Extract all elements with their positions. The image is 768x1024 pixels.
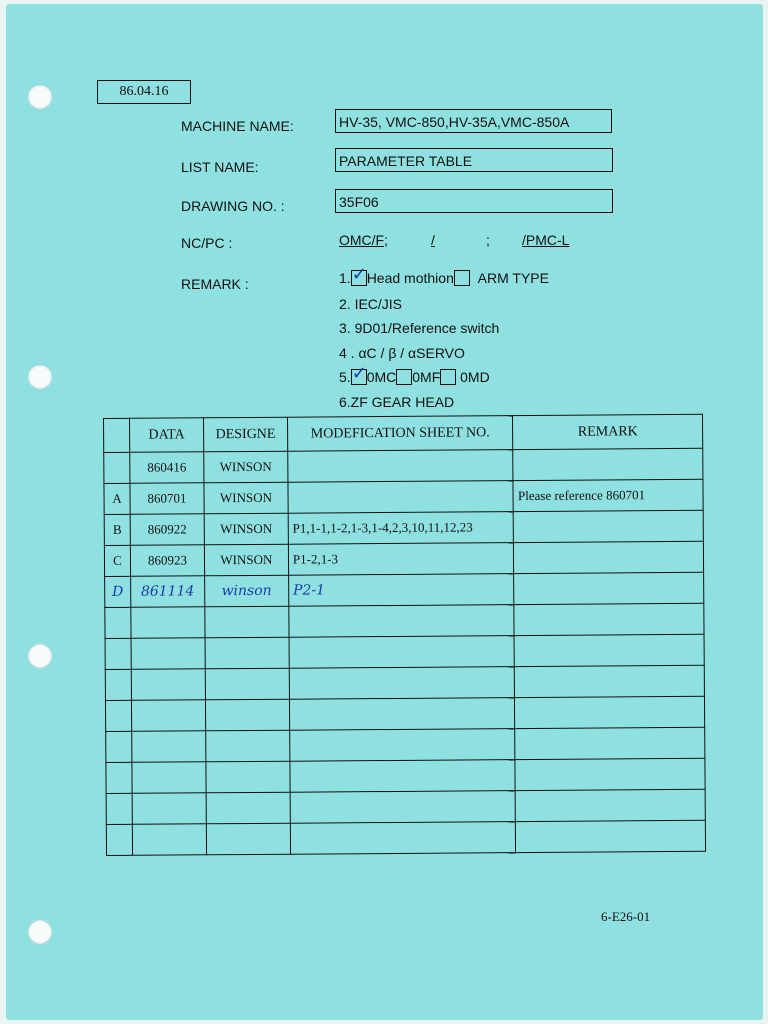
col-header-data: DATA bbox=[129, 418, 203, 453]
arm-type-text: ARM TYPE bbox=[477, 270, 549, 286]
punch-hole bbox=[28, 85, 52, 109]
remark-label: REMARK : bbox=[181, 276, 249, 292]
row-modification bbox=[290, 822, 516, 855]
row-index bbox=[104, 452, 130, 483]
table-row bbox=[105, 634, 704, 669]
remark-5 bbox=[339, 363, 490, 385]
row-remark bbox=[516, 820, 706, 852]
row-modification: P1-2,1-3 bbox=[288, 543, 514, 576]
table-row bbox=[105, 696, 704, 731]
remark-4: 4 . αC / β / αSERVO bbox=[339, 345, 465, 361]
row-modification bbox=[288, 450, 514, 483]
row-data bbox=[132, 731, 206, 763]
row-modification bbox=[290, 760, 516, 793]
row-remark bbox=[514, 634, 704, 666]
table-row bbox=[106, 820, 705, 855]
row-designer: WINSON bbox=[204, 482, 288, 514]
punch-hole bbox=[28, 920, 52, 944]
row-modification bbox=[290, 791, 516, 824]
row-index bbox=[105, 638, 131, 669]
drawing-no-value: 35F06 bbox=[335, 189, 613, 213]
row-modification bbox=[288, 481, 514, 514]
row-data: 860922 bbox=[130, 514, 204, 546]
row-designer bbox=[205, 637, 289, 669]
punch-hole bbox=[28, 365, 52, 389]
row-designer: winson bbox=[205, 575, 289, 607]
machine-name-value: HV-35, VMC-850,HV-35A,VMC-850A bbox=[335, 109, 612, 133]
col-header-remark: REMARK bbox=[513, 414, 703, 449]
row-remark bbox=[514, 603, 704, 635]
row-remark bbox=[513, 448, 703, 480]
row-index: B bbox=[104, 514, 130, 545]
arm-type-checkbox[interactable] bbox=[454, 270, 470, 286]
row-data bbox=[131, 669, 205, 701]
0md-checkbox[interactable] bbox=[440, 369, 456, 385]
table-row bbox=[106, 789, 705, 824]
table-header-row bbox=[104, 414, 703, 452]
table-row bbox=[106, 727, 705, 762]
row-index bbox=[105, 700, 131, 731]
row-index bbox=[106, 731, 132, 762]
row-remark bbox=[514, 572, 704, 604]
row-data bbox=[132, 762, 206, 794]
remark-2: 2. IEC/JIS bbox=[339, 296, 403, 312]
row-remark bbox=[514, 541, 704, 573]
date-box: 86.04.16 bbox=[97, 80, 191, 104]
ncpc-blank-1: / bbox=[431, 232, 435, 248]
ncpc-blank-2: ; bbox=[486, 232, 490, 248]
remark-1-prefix: 1. bbox=[339, 270, 351, 286]
checkmark-icon: ✓ bbox=[351, 363, 367, 384]
punch-hole bbox=[28, 644, 52, 668]
row-modification: P2-1 bbox=[288, 574, 514, 607]
row-designer: WINSON bbox=[204, 544, 288, 576]
row-index bbox=[105, 669, 131, 700]
row-remark: Please reference 860701 bbox=[513, 479, 703, 511]
row-data bbox=[131, 700, 205, 732]
checkmark-icon: ✓ bbox=[351, 264, 367, 285]
row-designer: WINSON bbox=[204, 513, 288, 545]
row-remark bbox=[515, 758, 705, 790]
0md-text: 0MD bbox=[460, 369, 490, 385]
remark-6: 6.ZF GEAR HEAD bbox=[339, 394, 455, 410]
row-remark bbox=[514, 510, 704, 542]
row-designer bbox=[206, 823, 290, 855]
row-modification: P1,1-1,1-2,1-3,1-4,2,3,10,11,12,23 bbox=[288, 512, 514, 545]
row-designer bbox=[205, 699, 289, 731]
row-designer: WINSON bbox=[204, 451, 288, 483]
row-index bbox=[106, 824, 132, 855]
row-index: C bbox=[104, 545, 130, 576]
ncpc-pmc: /PMC-L bbox=[522, 232, 570, 248]
table-row bbox=[104, 510, 703, 545]
head-motion-text: Head mothion bbox=[366, 270, 454, 286]
row-data: 860416 bbox=[130, 452, 204, 484]
row-remark bbox=[515, 696, 705, 728]
table-row bbox=[104, 541, 703, 576]
remark-5-prefix: 5. bbox=[339, 369, 351, 385]
col-header-modification: MODEFICATION SHEET NO. bbox=[287, 416, 513, 452]
table-row bbox=[104, 448, 703, 483]
row-index bbox=[106, 762, 132, 793]
row-index bbox=[106, 793, 132, 824]
row-modification bbox=[290, 729, 516, 762]
table-row bbox=[106, 758, 705, 793]
remark-3: 3. 9D01/Reference switch bbox=[339, 320, 500, 336]
row-designer bbox=[206, 730, 290, 762]
0mc-checkbox[interactable] bbox=[351, 363, 367, 385]
0mc-text: 0MC bbox=[366, 369, 397, 385]
table-row bbox=[105, 572, 704, 607]
row-index: A bbox=[104, 483, 130, 514]
remark-1 bbox=[339, 264, 549, 286]
0mf-checkbox[interactable] bbox=[396, 369, 412, 385]
row-data: 861114 bbox=[131, 576, 205, 608]
table-row bbox=[105, 603, 704, 638]
table-row bbox=[105, 665, 704, 700]
row-designer bbox=[205, 606, 289, 638]
row-designer bbox=[206, 761, 290, 793]
row-index: D bbox=[105, 576, 131, 607]
row-data: 860923 bbox=[130, 545, 204, 577]
row-remark bbox=[516, 789, 706, 821]
0mf-text: 0MF bbox=[412, 369, 441, 385]
ncpc-omc: OMC/F; bbox=[339, 232, 388, 248]
row-modification bbox=[289, 698, 515, 731]
row-designer bbox=[205, 668, 289, 700]
machine-name-label: MACHINE NAME: bbox=[181, 118, 294, 134]
row-remark bbox=[515, 727, 705, 759]
list-name-label: LIST NAME: bbox=[181, 159, 259, 175]
row-data: 860701 bbox=[130, 483, 204, 515]
row-data bbox=[132, 824, 206, 856]
drawing-no-label: DRAWING NO. : bbox=[181, 198, 285, 214]
row-data bbox=[131, 638, 205, 670]
head-motion-checkbox[interactable] bbox=[351, 264, 367, 286]
ncpc-label: NC/PC : bbox=[181, 235, 233, 251]
form-code: 6-E26-01 bbox=[601, 909, 651, 924]
row-modification bbox=[289, 667, 515, 700]
row-data bbox=[132, 793, 206, 825]
col-header-index bbox=[104, 418, 130, 452]
row-index bbox=[105, 607, 131, 638]
col-header-designe: DESIGNE bbox=[203, 417, 287, 452]
row-data bbox=[131, 607, 205, 639]
list-name-value: PARAMETER TABLE bbox=[335, 148, 613, 172]
revision-table bbox=[103, 414, 706, 856]
row-modification bbox=[289, 605, 515, 638]
row-designer bbox=[206, 792, 290, 824]
row-remark bbox=[515, 665, 705, 697]
table-row bbox=[104, 479, 703, 514]
row-modification bbox=[289, 636, 515, 669]
